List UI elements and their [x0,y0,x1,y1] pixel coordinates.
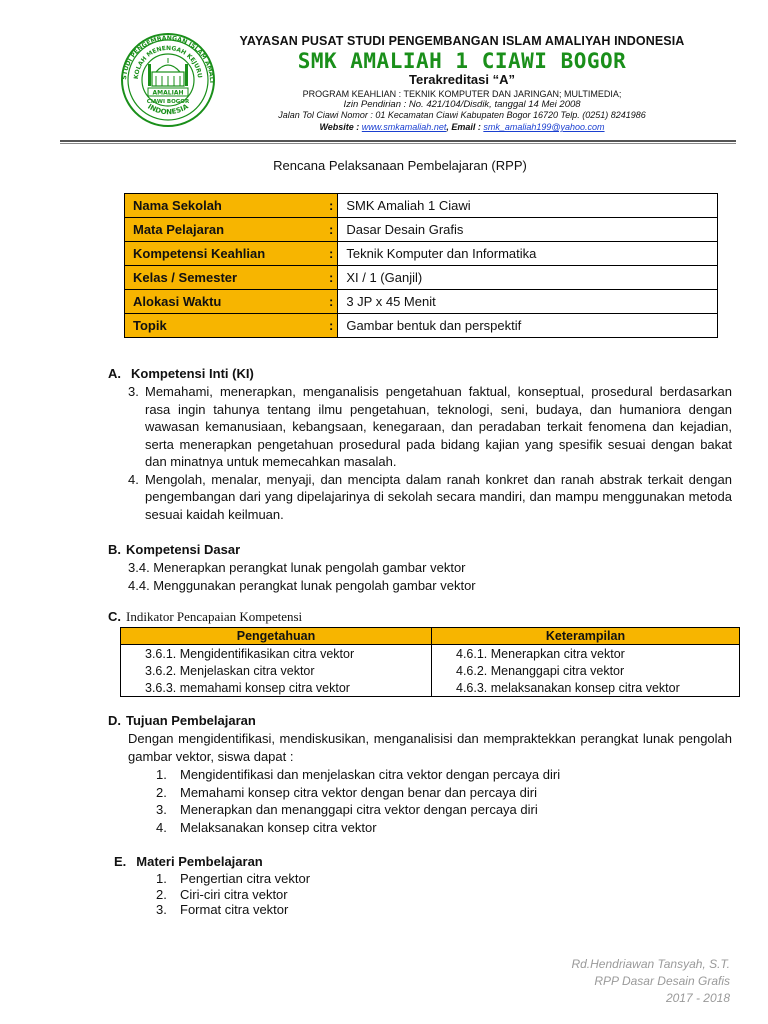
section-title: Tujuan Pembelajaran [126,713,256,728]
info-key: Alokasi Waktu [125,290,326,314]
info-value: 3 JP x 45 Menit [338,290,718,314]
section-letter: E. [114,854,127,869]
list-number: 3. [128,384,139,399]
accreditation: Terakreditasi “A” [409,72,515,87]
info-separator: : [325,242,338,266]
table-row [121,679,740,697]
list-number: 1. [156,767,167,782]
list-number: 1. [156,871,167,886]
logo-city-text: CIAWI BOGOR [146,99,190,105]
info-separator: : [325,194,338,218]
table-cell: 3.6.3. memahami konsep citra vektor [121,679,432,697]
section-letter: C. [108,609,121,624]
info-value: Gambar bentuk dan perspektif [338,314,718,338]
school-name: SMK AMALIAH 1 CIAWI BOGOR [297,49,627,73]
list-item [156,801,732,819]
school-info-table [124,193,718,338]
info-row [125,242,718,266]
section-e-heading [114,854,263,869]
section-title: Indikator Pencapaian Kompetensi [126,609,303,624]
email-label: , Email : [446,122,484,132]
section-d-list [156,766,732,836]
foundation-name: YAYASAN PUSAT STUDI PENGEMBANGAN ISLAM AMALIYAH INDONESIA [239,34,685,48]
list-item [156,902,732,918]
list-item [128,471,732,524]
list-number: 3. [156,802,167,817]
logo-country-text: INDONESIA [146,102,190,117]
header-divider-thin [60,143,736,144]
section-b-heading [108,542,240,557]
list-text: Memahami konsep citra vektor dengan benar dan percaya diri [180,784,537,800]
col-header-pengetahuan: Pengetahuan [121,628,432,645]
info-row [125,290,718,314]
list-number: 4. [156,819,167,835]
address-line: Jalan Tol Ciawi Nomor : 01 Kecamatan Ciawi Kabupaten Bogor 16720 Telp. (0251) 8241986 [278,110,646,120]
section-d-intro: Dengan mengidentifikasi, mendiskusikan, menganalisisi dan mempraktekkan perangkat lunak pengolah gambar vektor, siswa dapat : [128,731,732,764]
section-a-list [128,383,732,523]
info-value: SMK Amaliah 1 Ciawi [338,194,718,218]
list-number: 4. [128,471,139,487]
list-item [156,784,732,802]
info-value: Teknik Komputer dan Informatika [338,242,718,266]
info-key: Topik [125,314,326,338]
info-row [125,314,718,338]
list-text: Mengolah, menalar, menyaji, dan mencipta dalam ranah konkret dan ranah abstrak terkait dengan pengembangan dari yang dipelajarinya di sekolah secara mandiri, dan mampu menggunakan metoda sesuai kaidah keilmuan. [145,471,732,522]
logo-outer-text: STUDI PENGEMBANGAN ISLAM AMALI [121,34,216,84]
section-title: Kompetensi Dasar [126,542,241,557]
list-text: Format citra vektor [180,902,289,917]
section-e-list [156,871,732,918]
table-cell: 3.6.1. Mengidentifikasikan citra vektor [121,645,432,663]
logo-inner-text: KOLAH MENENGAH KEJURU [132,44,203,80]
section-title: Materi Pembelajaran [136,854,263,869]
indicator-table [120,627,740,697]
list-item [128,383,732,471]
logo-banner-text: AMALIAH [152,89,184,97]
section-title: Kompetensi Inti (KI) [131,366,254,381]
table-row [121,662,740,679]
footer-subject: RPP Dasar Desain Grafis [594,974,730,988]
info-separator: : [325,314,338,338]
list-number: 3. [156,902,167,917]
info-separator: : [325,266,338,290]
list-text: Pengertian citra vektor [180,871,311,886]
program-line: PROGRAM KEAHLIAN : TEKNIK KOMPUTER DAN JARINGAN; MULTIMEDIA; [302,89,622,99]
section-letter: A. [108,366,121,381]
website-link[interactable]: www.smkamaliah.net [361,122,447,132]
table-cell: 3.6.2. Menjelaskan citra vektor [121,662,432,679]
info-key: Mata Pelajaran [125,218,326,242]
list-text: Mengidentifikasi dan menjelaskan citra vektor dengan percaya diri [180,767,561,782]
list-text: Melaksanakan konsep citra vektor [180,819,377,835]
info-separator: : [325,290,338,314]
list-item [156,887,732,903]
table-row [121,645,740,663]
section-b-list [128,559,732,594]
info-value: XI / 1 (Ganjil) [338,266,718,290]
list-item [156,871,732,887]
list-number: 2. [156,784,167,800]
info-key: Kelas / Semester [125,266,326,290]
table-cell: 4.6.2. Menanggapi citra vektor [432,662,740,679]
header-divider [60,140,736,142]
email-link[interactable]: smk_amaliah199@yahoo.com [483,122,605,132]
section-d-heading [108,713,256,728]
list-item: 3.4. Menerapkan perangkat lunak pengolah gambar vektor [128,560,466,575]
info-key: Kompetensi Keahlian [125,242,326,266]
list-item [156,766,732,784]
list-item [156,819,732,837]
info-row [125,218,718,242]
document-title: Rencana Pelaksanaan Pembelajaran (RPP) [273,158,527,173]
info-value: Dasar Desain Grafis [338,218,718,242]
section-c-heading [108,609,302,625]
list-item: 4.4. Menggunakan perangkat lunak pengolah gambar vektor [128,577,476,593]
section-a-heading [108,366,254,381]
website-label: Website : [319,122,362,132]
section-letter: B. [108,542,121,557]
info-row [125,266,718,290]
footer-year: 2017 - 2018 [665,991,730,1005]
list-text: Menerapkan dan menanggapi citra vektor dengan percaya diri [180,802,538,817]
col-header-keterampilan: Keterampilan [432,628,740,645]
permit-line: Izin Pendirian : No. 421/104/Disdik, tanggal 14 Mei 2008 [343,99,581,110]
list-text: Memahami, menerapkan, menganalisis pengetahuan faktual, konseptual, prosedural berdasarkan rasa ingin tahunya tentang ilmu pengetahuan, teknologi, seni, budaya, dan humaniora dengan wawasan kemanusiaan, kebangsaan, kenegaraan, dan peradaban terkait fenomena dan kejadian, serta menerapkan pengetahuan prosedural pada bidang kajian yang spesifik sesuai dengan bakat dan minatnya untuk memecahkan masalah. [145,384,732,469]
list-number: 2. [156,886,167,902]
info-key: Nama Sekolah [125,194,326,218]
info-row [125,194,718,218]
table-cell: 4.6.3. melaksanakan konsep citra vektor [432,679,740,697]
contact-line [192,122,732,132]
footer-author: Rd.Hendriawan Tansyah, S.T. [571,957,730,971]
table-cell: 4.6.1. Menerapkan citra vektor [432,645,740,663]
section-letter: D. [108,713,121,728]
list-text: Ciri-ciri citra vektor [180,886,288,902]
info-separator: : [325,218,338,242]
